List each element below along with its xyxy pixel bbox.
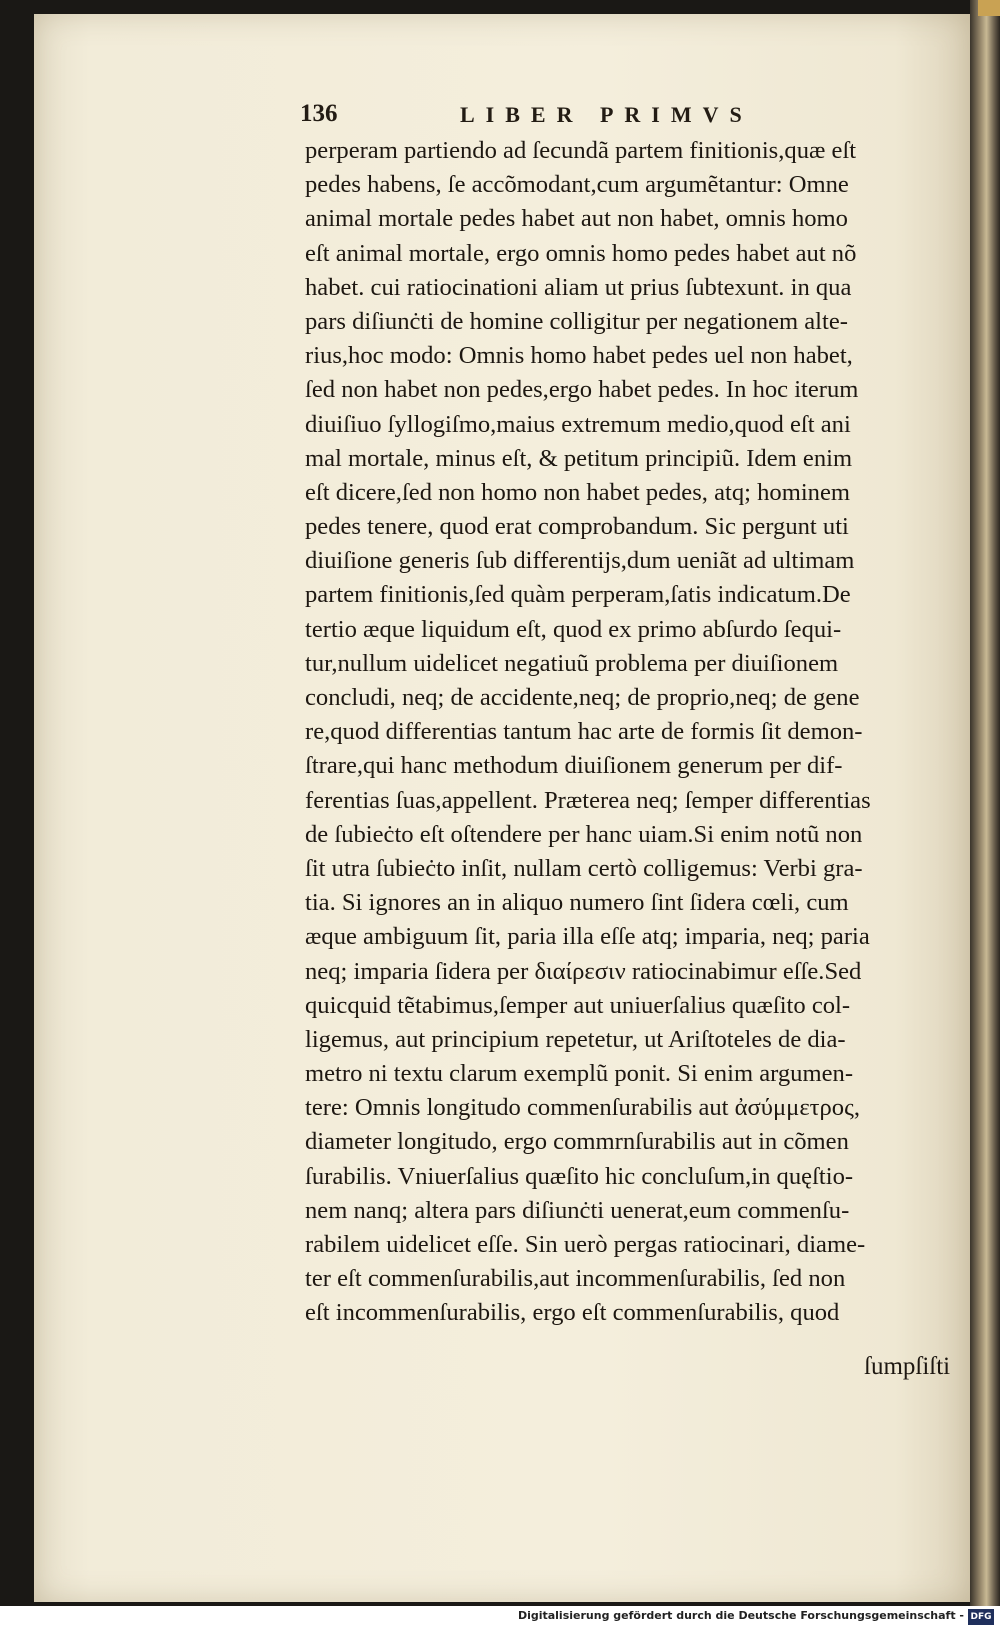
text-line: diameter longitudo, ergo commrnſurabilis aut in cõmen	[305, 1128, 849, 1156]
text-line: tia. Si ignores an in aliquo numero ſint ſidera cœli, cum	[305, 889, 849, 917]
text-line: tur,nullum uidelicet negatiuũ problema per diuiſionem	[305, 649, 839, 677]
text-line: æque ambiguum ſit, paria illa eſſe atq; imparia, neq; paria	[305, 923, 870, 951]
text-line: ſurabilis. Vniuerſalius quæſito hic concluſum,in quęſtio-	[305, 1162, 854, 1190]
text-line: eſt dicere,ſed non homo non habet pedes, atq; hominem	[305, 478, 851, 506]
text-line: ſtrare,qui hanc methodum diuiſionem generum per dif-	[305, 752, 843, 780]
text-line: rius,hoc modo: Omnis homo habet pedes uel non habet,	[305, 342, 853, 370]
text-line: eſt animal mortale, ergo omnis homo pedes habet aut nõ	[305, 239, 857, 267]
text-line: tere: Omnis longitudo commenſurabilis aut ἀσύμμετρος,	[305, 1094, 860, 1122]
running-head-title: LIBER PRIMVS	[460, 102, 753, 127]
catchword: ſumpſiſti	[864, 1353, 951, 1380]
text-line: ferentias ſuas,appellent. Præterea neq; ſemper differentias	[305, 786, 871, 814]
text-line: ter eſt commenſurabilis,aut incommenſurabilis, ſed non	[305, 1265, 846, 1293]
text-line: pars diſiunċti de homine colligitur per negationem alte-	[305, 307, 848, 335]
text-line: metro ni textu clarum exemplũ ponit. Si enim argumen-	[305, 1060, 854, 1088]
text-line: quicquid tẽtabimus,ſemper aut uniuerſalius quæſito col-	[305, 991, 851, 1019]
text-line: partem finitionis,ſed quàm perperam,ſatis indicatum.De	[305, 581, 851, 609]
text-line: nem nanq; altera pars diſiunċti uenerat,eum commenſu-	[305, 1196, 850, 1224]
page-number: 136	[300, 100, 338, 127]
body-text	[305, 134, 973, 1331]
text-line: concludi, neq; de accidente,neq; de proprio,neq; de gene	[305, 684, 860, 711]
footer-bar	[0, 1606, 1000, 1629]
text-line: diuiſiuo ſyllogiſmo,maius extremum medio,quod eſt ani	[305, 410, 851, 438]
text-line: perperam partiendo ad ſecundã partem finitionis,quæ eſt	[305, 137, 857, 164]
text-line: re,quod differentias tantum hac arte de formis ſit demon-	[305, 718, 863, 746]
text-line: diuiſione generis ſub differentijs,dum ueniãt ad ultimam	[305, 547, 855, 575]
text-line: rabilem uidelicet eſſe. Sin uerò pergas ratiocinari, diame-	[305, 1231, 866, 1258]
text-line: ſit utra ſubieċto inſit, nullam certò colligemus: Verbi gra-	[305, 854, 863, 882]
text-line: eſt incommenſurabilis, ergo eſt commenſurabilis, quod	[305, 1299, 840, 1327]
text-line: pedes tenere, quod erat comprobandum. Sic pergunt uti	[305, 513, 849, 541]
funding-credit: Digitalisierung gefördert durch die Deutsche Forschungsgemeinschaft -	[517, 1609, 964, 1622]
text-line: habet. cui ratiocinationi aliam ut prius ſubtexunt. in qua	[305, 273, 852, 301]
text-line: ſed non habet non pedes,ergo habet pedes. In hoc iterum	[305, 376, 859, 404]
text-line: de ſubieċto eſt oſtendere per hanc uiam.Si enim notũ non	[305, 820, 863, 848]
text-line: neq; imparia ſidera per διαίρεσιν ratiocinabimur eſſe.Sed	[305, 957, 862, 985]
text-line: tertio æque liquidum eſt, quod ex primo abſurdo ſequi-	[305, 615, 842, 643]
text-line: mal mortale, minus eſt, & petitum principiũ. Idem enim	[305, 444, 853, 472]
color-tab	[978, 0, 1000, 16]
text-line: animal mortale pedes habet aut non habet, omnis homo	[305, 205, 848, 233]
book-spine-edge	[970, 0, 1000, 1606]
text-line: pedes habens, ſe accõmodant,cum argumẽtantur: Omne	[305, 171, 849, 199]
running-head	[300, 100, 980, 138]
text-line: ligemus, aut principium repetetur, ut Ariſtoteles de dia-	[305, 1025, 846, 1053]
dfg-logo: DFG	[968, 1609, 994, 1625]
